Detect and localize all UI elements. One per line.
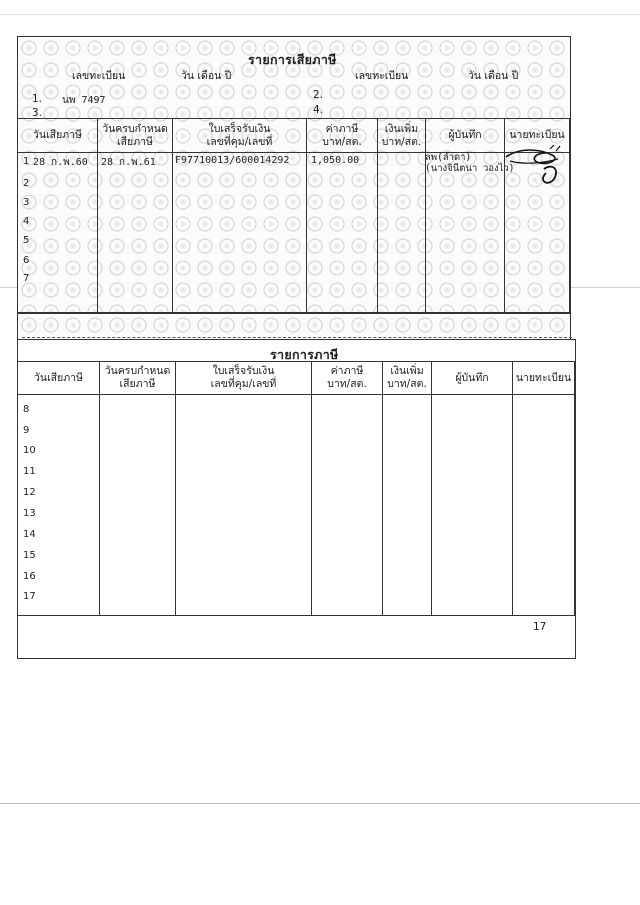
- plate-index-4: 4.: [313, 104, 324, 116]
- receipt-value: F97710013/600014292: [175, 155, 290, 166]
- date-label-left: วัน เดือน ปี: [181, 70, 232, 82]
- lower-card-title: รายการภาษี: [270, 347, 339, 362]
- row-number: 6: [23, 255, 30, 266]
- col-receipt: ใบเสร็จรับเงิน เลขที่คุม/เลขที่: [173, 119, 307, 153]
- col-due-date: วันครบกำหนด เสียภาษี: [100, 362, 176, 395]
- col-paid-date: วันเสียภาษี: [18, 119, 98, 153]
- registrar-signature: [500, 143, 568, 191]
- scan-edge-top: [0, 14, 640, 15]
- row-number: 16: [23, 571, 36, 582]
- col-recorder: ผู้บันทึก: [426, 119, 505, 153]
- scan-edge-bottom: [0, 803, 640, 804]
- plate-value-1: นพ 7497: [62, 95, 106, 106]
- upper-card-title: รายการเสียภาษี: [248, 52, 337, 67]
- col-due-date: วันครบกำหนด เสียภาษี: [98, 119, 173, 153]
- col-registrar: นายทะเบียน: [513, 362, 575, 395]
- page-number-bottom: 17: [533, 621, 547, 633]
- col-recorder: ผู้บันทึก: [432, 362, 513, 395]
- row-number: 11: [23, 466, 36, 477]
- paid-date-value: 28 ก.พ.60: [33, 157, 88, 168]
- upper-body-row: [18, 153, 570, 313]
- col-tax: ค่าภาษี บาท/สต.: [307, 119, 378, 153]
- reg-label-left: เลขทะเบียน: [72, 70, 126, 82]
- tax-value: 1,050.00: [311, 155, 360, 166]
- row-number: 5: [23, 235, 30, 246]
- row-number: 13: [23, 508, 36, 519]
- dashed-perforation: [22, 337, 572, 338]
- lower-body-row: [18, 395, 575, 616]
- row-number: 14: [23, 529, 36, 540]
- upper-header-row: [18, 119, 570, 153]
- col-tax: ค่าภาษี บาท/สต.: [312, 362, 383, 395]
- lower-tax-table: [17, 361, 575, 616]
- plate-index-3: 3.: [32, 107, 43, 119]
- row-number: 17: [23, 591, 36, 602]
- row-number: 3: [23, 197, 30, 208]
- col-surcharge: เงินเพิ่ม บาท/สต.: [383, 362, 432, 395]
- upper-body-paid: [18, 153, 98, 313]
- due-date-value: 28 ก.พ.61: [101, 157, 156, 168]
- row-number: 4: [23, 216, 30, 227]
- plate-index-2: 2.: [313, 89, 324, 101]
- reg-label-right: เลขทะเบียน: [355, 70, 409, 82]
- col-surcharge: เงินเพิ่ม บาท/สต.: [378, 119, 426, 153]
- row-number: 9: [23, 425, 30, 436]
- row-number: 8: [23, 404, 30, 415]
- col-paid-date: วันเสียภาษี: [18, 362, 100, 395]
- upper-tax-table: [17, 118, 570, 313]
- lower-header-row: [18, 362, 575, 395]
- row-number: 2: [23, 178, 30, 189]
- row-number: 1: [23, 156, 30, 167]
- row-number: 12: [23, 487, 36, 498]
- row-number: 7: [23, 273, 30, 284]
- recorder-value: ลพ(ลำดา) (นางจินีตนา วองไว): [425, 152, 515, 174]
- date-label-right: วัน เดือน ปี: [468, 70, 519, 82]
- plate-index-1: 1.: [32, 93, 43, 105]
- row-number: 15: [23, 550, 36, 561]
- upper-card-footer-strip: [17, 313, 571, 340]
- row-number: 10: [23, 445, 36, 456]
- col-registrar: นายทะเบียน: [505, 119, 570, 153]
- col-receipt: ใบเสร็จรับเงิน เลขที่คุม/เลขที่: [176, 362, 312, 395]
